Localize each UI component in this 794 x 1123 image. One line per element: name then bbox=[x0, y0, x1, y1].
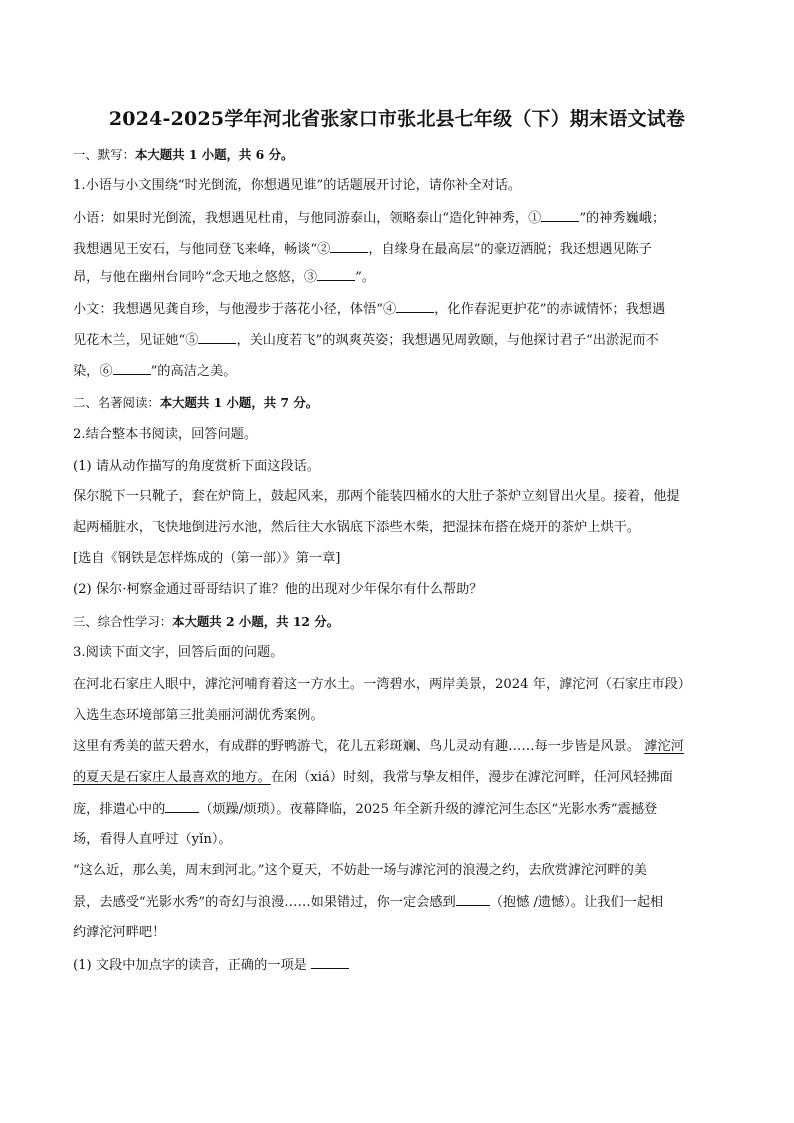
q3-para3-line-3: 约滹沱河畔吧！ bbox=[73, 925, 166, 940]
question-1-stem: 1.小语与小文围绕“时光倒流，你想遇见谁”的话题展开讨论，请你补全对话。 bbox=[73, 178, 522, 193]
q1-line-2 bbox=[73, 240, 652, 259]
section-heading-3 bbox=[73, 613, 339, 631]
text: 小语：如果时光倒流，我想遇见杜甫，与他同游泰山，领略泰山“造化钟神秀，① bbox=[73, 211, 542, 226]
answer-blank[interactable] bbox=[165, 800, 199, 813]
section-desc: 本大题共 2 小题，共 12 分。 bbox=[172, 614, 340, 629]
q3-para2-line-1 bbox=[73, 738, 684, 756]
q3-para1-line-1: 在河北石家庄人眼中，滹沱河哺育着这一方水土。一湾碧水，两岸美景，2024 年，滹沱河（石家庄市段） bbox=[73, 677, 691, 692]
q2-passage-line-1: 保尔脱下一只靴子，套在炉筒上，鼓起风来，那两个能装四桶水的大肚子茶炉立刻冒出火星。接着，他提 bbox=[73, 489, 680, 504]
text: 染，⑥ bbox=[73, 364, 113, 379]
answer-blank[interactable] bbox=[311, 956, 349, 969]
q1-line-5 bbox=[73, 331, 659, 350]
q3-para1-line-2: 入选生态环境部第三批美丽河湖优秀案例。 bbox=[73, 708, 324, 723]
text: ”的高洁之美。 bbox=[150, 364, 237, 379]
page-title: 2024-2025学年河北省张家口市张北县七年级（下）期末语文试卷 bbox=[108, 108, 686, 130]
text: （抱憾 /遗憾）。让我们一起相 bbox=[489, 895, 664, 910]
section-label: 一、默写： bbox=[73, 147, 135, 162]
text: 这里有秀美的蓝天碧水，有成群的野鸭游弋，花儿五彩斑斓、鸟儿灵动有趣……每一步皆是风景。 bbox=[73, 739, 641, 754]
answer-blank[interactable] bbox=[396, 300, 434, 313]
question-2-stem: 2.结合整本书阅读，回答问题。 bbox=[73, 427, 258, 442]
underlined-sentence: 滹沱河 bbox=[644, 739, 684, 754]
section-label: 二、名著阅读： bbox=[73, 395, 160, 410]
section-label: 三、综合性学习： bbox=[73, 614, 173, 629]
underlined-sentence: 的夏天是石家庄人最喜欢的地方。 bbox=[73, 770, 271, 785]
q2-source: [选自《钢铁是怎样炼成的（第一部）》第一章] bbox=[73, 551, 341, 566]
question-3-stem: 3.阅读下面文字，回答后面的问题。 bbox=[73, 645, 284, 660]
text: 昂，与他在幽州台同吟“念天地之悠悠，③ bbox=[73, 270, 318, 285]
q1-line-3 bbox=[73, 268, 375, 287]
q2-sub-2: (2) 保尔·柯察金通过哥哥结识了谁？他的出现对少年保尔有什么帮助？ bbox=[73, 582, 483, 597]
text: 小文：我想遇见龚自珍，与他漫步于落花小径，体悟“④ bbox=[73, 302, 397, 317]
section-desc: 本大题共 1 小题，共 7 分。 bbox=[159, 395, 319, 410]
answer-blank[interactable] bbox=[317, 268, 355, 281]
text: ，化作春泥更护花”的赤诚情怀；我想遇 bbox=[434, 302, 666, 317]
text: ，自缘身在最高层”的豪迈洒脱；我还想遇见陈子 bbox=[368, 242, 652, 257]
q1-line-1 bbox=[73, 209, 665, 228]
text: （烦躁/烦琐）。夜幕降临，2025 年全新升级的滹沱河生态区“光影水秀”震撼登 bbox=[199, 802, 658, 817]
answer-blank[interactable] bbox=[456, 893, 490, 906]
text: ”的神秀巍峨； bbox=[579, 211, 666, 226]
section-heading-1 bbox=[73, 146, 293, 164]
q3-para2-line-3 bbox=[73, 800, 657, 819]
q3-para3-line-1: “这么近，那么美，周末到河北。”这个夏天，不妨赴一场与滹沱河的浪漫之约，去欣赏滹沱河畔的美 bbox=[73, 863, 647, 878]
text: (1) 文段中加点字的读音，正确的一项是 bbox=[73, 958, 307, 973]
answer-blank[interactable] bbox=[330, 240, 368, 253]
q1-line-6 bbox=[73, 362, 236, 381]
section-heading-2 bbox=[73, 394, 318, 412]
text: 庞，排遣心中的 bbox=[73, 802, 166, 817]
q2-passage-line-2: 起两桶脏水，飞快地倒进污水池，然后往大水锅底下添些木柴，把湿抹布搭在烧开的茶炉上烘干。 bbox=[73, 520, 641, 535]
q1-line-4 bbox=[73, 300, 665, 319]
text: 景，去感受“光影水秀”的奇幻与浪漫……如果错过，你一定会感到 bbox=[73, 895, 456, 910]
q3-para2-line-2 bbox=[73, 769, 673, 787]
q3-para2-line-4: 场，看得人直呼过（yǐn）。 bbox=[73, 832, 232, 847]
text: 见花木兰，见证她“⑤ bbox=[73, 333, 199, 348]
answer-blank[interactable] bbox=[541, 209, 579, 222]
answer-blank[interactable] bbox=[198, 331, 236, 344]
section-desc: 本大题共 1 小题，共 6 分。 bbox=[134, 147, 294, 162]
q3-sub-1 bbox=[73, 956, 349, 975]
q3-para3-line-2 bbox=[73, 893, 663, 912]
text: ”。 bbox=[355, 270, 376, 285]
text: 在闲（xiá）时刻，我常与挚友相伴，漫步在滹沱河畔，任河风轻拂面 bbox=[270, 770, 673, 785]
answer-blank[interactable] bbox=[113, 362, 151, 375]
text: ，关山度若飞”的飒爽英姿；我想遇见周敦颐，与他探讨君子“出淤泥而不 bbox=[236, 333, 659, 348]
q2-sub-1: (1) 请从动作描写的角度赏析下面这段话。 bbox=[73, 459, 321, 474]
text: 我想遇见王安石，与他同登飞来峰，畅谈“② bbox=[73, 242, 331, 257]
